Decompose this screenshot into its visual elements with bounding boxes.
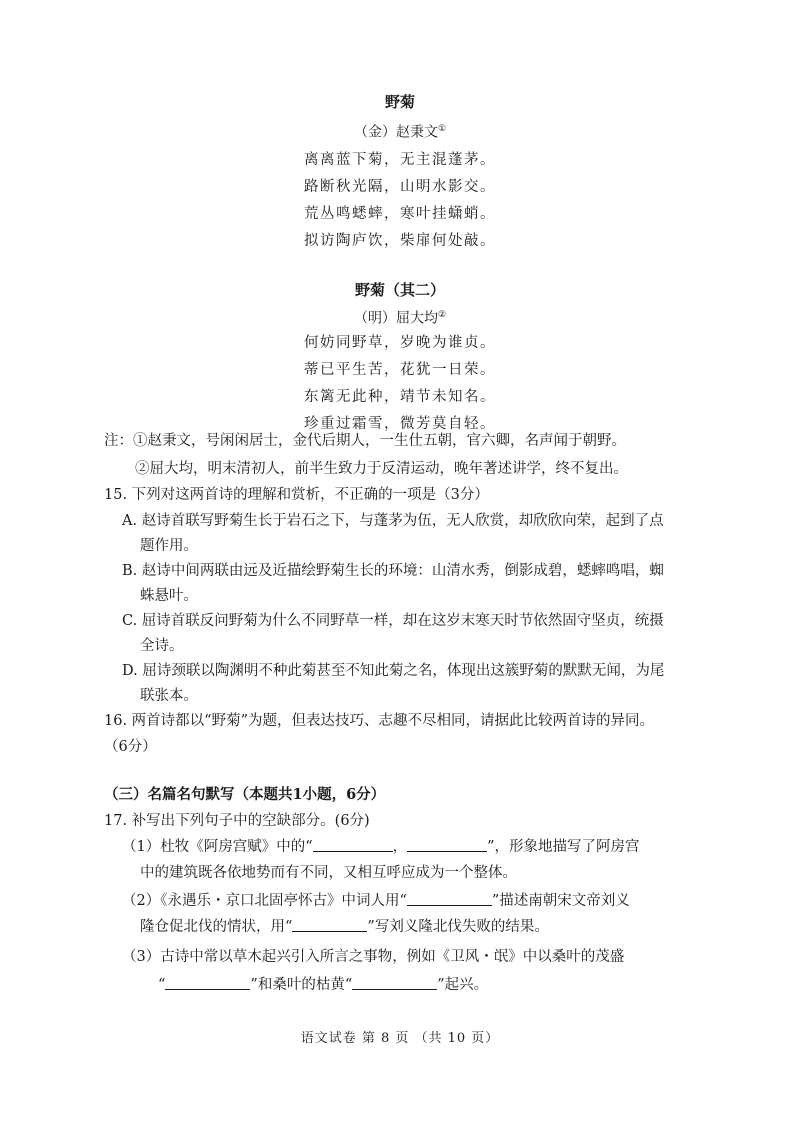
- poem-1-author-note: ①: [437, 124, 447, 134]
- question-16-points: （6分）: [104, 739, 157, 755]
- poem-1-line: 荒丛鸣蟋蟀，寒叶挂蟏蛸。: [304, 205, 496, 222]
- question-17-item-1-cont: 中的建筑既各依地势而有不同，又相互呼应成为一个整体。: [140, 865, 517, 881]
- option-a: A. 赵诗首联写野菊生长于岩石之下，与蓬茅为伍，无人欣赏，却欣欣向荣，起到了点: [122, 513, 664, 529]
- option-c: C. 屈诗首联反问野菊为什么不同野草一样，却在这岁末寒天时节依然固守坚贞，统摄: [122, 613, 664, 629]
- poem-1-line: 路断秋光隔，山明水影交。: [304, 178, 496, 195]
- option-d-cont: 联张本。: [140, 688, 198, 704]
- question-17-item-3: （3）古诗中常以草木起兴引入所言之事物，例如《卫风・氓》中以桑叶的茂盛: [122, 949, 625, 965]
- item-2-suffix: ”描述南朝宋文帝刘义: [491, 893, 630, 909]
- note-1: 注：①赵秉文，号闲闲居士，金代后期人，一生仕五朝，官六卿，名声闻于朝野。: [104, 433, 626, 449]
- question-16-stem: 16. 两首诗都以“野菊”为题，但表达技巧、志趣不尽相同，请据此比较两首诗的异同。: [104, 713, 654, 729]
- poem-1-line: 拟访陶庐饮，柴扉何处敲。: [304, 232, 496, 249]
- poem-1-author: [0, 118, 800, 144]
- poem-2-title: 野菊（其二）: [354, 281, 445, 299]
- poem-1: [0, 92, 800, 255]
- item-2-cont-suffix: ”写刘义隆北伐失败的结果。: [367, 919, 549, 935]
- option-c-cont: 全诗。: [140, 638, 184, 654]
- poem-2-line: 何妨同野草，岁晚为谁贞。: [304, 334, 496, 351]
- option-d: D. 屈诗颈联以陶渊明不种此菊甚至不知此菊之名，体现出这簇野菊的默默无闻，为尾: [122, 663, 665, 679]
- poem-2-author: [0, 304, 800, 330]
- question-17-item-1: [122, 834, 640, 860]
- poem-1-line: 离离蓝下菊，无主混蓬茅。: [304, 151, 496, 168]
- answer-blank[interactable]: [352, 975, 437, 990]
- option-b: B. 赵诗中间两联由远及近描绘野菊生长的环境：山清水秀，倒影成碧，蟋蟀鸣唱，蜘: [122, 563, 664, 579]
- answer-blank[interactable]: [313, 837, 393, 852]
- poem-2-line: 蒂已平生苦，花犹一日荣。: [304, 361, 496, 378]
- question-15-stem: 15. 下列对这两首诗的理解和赏析，不正确的一项是（3分）: [104, 487, 489, 503]
- poem-2-author-name: （明）屈大均: [353, 310, 438, 327]
- poem-1-author-name: （金）赵秉文: [353, 124, 438, 141]
- page-footer: 语文试卷 第 8 页 （共 10 页）: [300, 1031, 500, 1046]
- question-17-item-2-cont: [140, 914, 549, 940]
- option-a-cont: 题作用。: [140, 538, 198, 554]
- note-2: ②屈大均，明末清初人，前半生致力于反清运动，晚年著述讲学，终不复出。: [135, 461, 628, 477]
- poem-2-line: 珍重过霜雪，微芳莫自轻。: [304, 415, 496, 432]
- question-17-item-2: [122, 888, 630, 914]
- poem-2-line: 东篱无此种，靖节未知名。: [304, 388, 496, 405]
- item-2-prefix: （2）《永遇乐・京口北固亭怀古》中词人用“: [122, 893, 407, 909]
- item-3-open-quote: “: [158, 977, 166, 993]
- answer-blank[interactable]: [165, 975, 250, 990]
- item-2-cont-prefix: 隆仓促北伐的情状，用“: [140, 919, 293, 935]
- answer-blank[interactable]: [407, 837, 487, 852]
- item-3-suffix: ”起兴。: [437, 977, 489, 993]
- poem-1-title: 野菊: [384, 93, 415, 111]
- item-1-suffix: ”，形象地描写了阿房宫: [487, 839, 640, 855]
- poem-2-author-note: ②: [437, 310, 447, 320]
- poem-2: [0, 280, 800, 438]
- question-17-item-3-cont: [158, 972, 488, 998]
- answer-blank[interactable]: [292, 917, 367, 932]
- answer-blank[interactable]: [407, 891, 492, 906]
- item-1-comma: ，: [392, 839, 408, 855]
- item-3-middle: ”和桑叶的枯黄“: [250, 977, 353, 993]
- question-17-stem: 17. 补写出下列句子中的空缺部分。(6分): [104, 813, 370, 829]
- option-b-cont: 蛛悬叶。: [140, 588, 198, 604]
- section-3-heading: （三）名篇名句默写（本题共1小题，6分）: [104, 786, 386, 803]
- item-1-prefix: （1）杜牧《阿房宫赋》中的“: [122, 839, 313, 855]
